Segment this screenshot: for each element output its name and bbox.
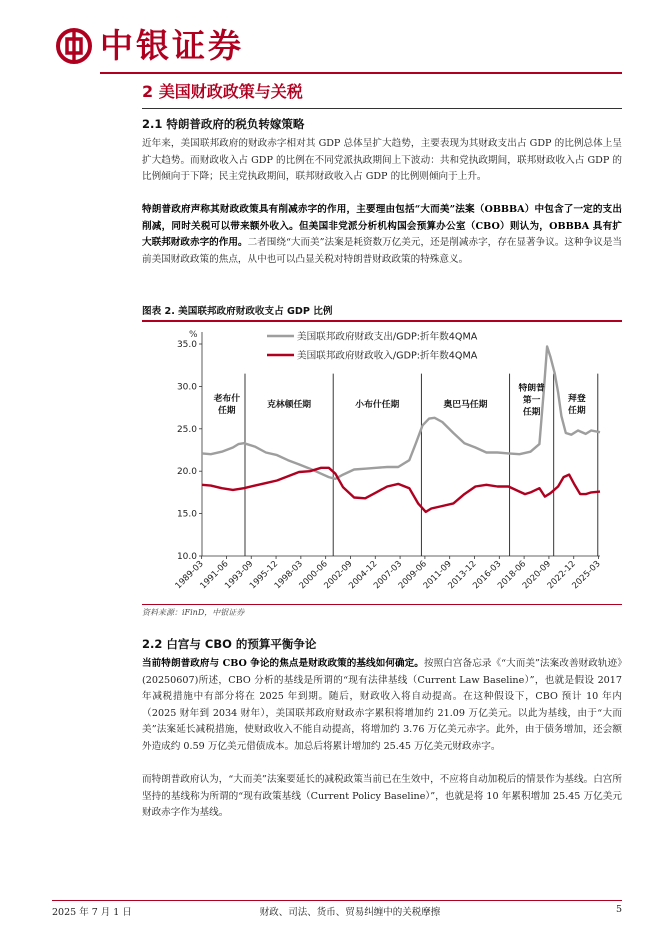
section-title-divider (142, 108, 622, 109)
term-label: 拜登 (568, 393, 586, 404)
page-number: 5 (615, 904, 622, 915)
x-tick-label: 2009-06 (396, 559, 430, 592)
x-tick-label: 1995-12 (247, 559, 281, 592)
x-tick-label: 2025-03 (570, 559, 603, 592)
paragraph-2-1-2-bold: 特朗普政府声称其财政政策具有削减赤字的作用，主要理由包括“大而美”法案（OBBBA）中包含了一定的支出削减，同时关税可以带来额外收入。但美国非党派分析机构国会预算办公室（CBO）则认为，OBBBA 具有扩大联邦财政赤字的作用。 (142, 204, 622, 249)
x-tick-label: 2002-09 (322, 559, 355, 592)
y-tick-label: 15.0 (176, 509, 197, 520)
footer-date: 2025 年 7 月 1 日 (52, 907, 132, 918)
y-tick-label: 30.0 (176, 382, 197, 393)
x-tick-label: 2000-06 (297, 559, 330, 592)
term-label: 任期 (568, 405, 586, 416)
paragraph-2-1-2 (142, 202, 622, 268)
x-tick-label: 2007-03 (372, 559, 405, 592)
x-tick-label: 1993-09 (223, 559, 256, 592)
term-label: 任期 (218, 405, 236, 416)
section-title: 2 美国财政政策与关税 (142, 82, 303, 101)
paragraph-2-2-2: 而特朗普政府认为，“大而美”法案要延长的减税政策当前已在生效中，不应将自动加税后的情景作为基线。白宫所坚持的基线称为所谓的“现有政策基线（Current Policy Baseline）”，也就是将 10 年累积增加 25.45 万亿美元财政赤字作为基线。 (142, 774, 622, 819)
term-label: 特朗普 (518, 383, 545, 394)
series-revenue-line (202, 468, 600, 512)
term-label: 克林顿任期 (267, 399, 312, 410)
brand-name: 中银证券 (100, 26, 244, 65)
y-tick-label: 10.0 (176, 552, 197, 562)
figure-bottom-rule (142, 604, 622, 605)
bank-logo-icon (56, 28, 92, 64)
paragraph-2-2-1-rest: 按照白宫备忘录《“大而美”法案改善财政轨迹》(20250607)所述，CBO 分析的基线是所谓的“现有法律基线（Current Law Baseline）”，也就是假设 2017 年减税措施中有部分将在 2025 年到期。随后，财政收入将自动提高。在这种假设下，CBO 预计 10 年内（2025 财年到 2034 财年），美国联邦政府财政赤字累积将增加约 21.09 万亿美元。以此为基线，由于“大而美”法案延长减税措施，使财政收入不能自动提高，将增加约 3.76 万亿美元赤字。此外，由于债务增加，还会额外造成约 0.59 万亿美元借债成本。加总后将累计增加约 25.45 万亿美元财政赤字。 (142, 658, 622, 752)
x-tick-label: 1998-03 (272, 559, 305, 592)
term-label: 小布什任期 (355, 399, 400, 410)
x-tick-label: 2022-12 (545, 559, 578, 592)
header-divider (100, 72, 622, 74)
footer-divider (52, 900, 622, 901)
x-tick-label: 1991-06 (198, 559, 231, 592)
y-tick-label: 35.0 (176, 340, 197, 350)
x-tick-label: 2020-09 (520, 559, 554, 592)
x-tick-label: 2016-03 (471, 559, 504, 592)
term-label: 老布什 (213, 393, 241, 404)
paragraph-2-1-2-rest: 二者围绕“大而美”法案是耗资数万亿美元，还是削减赤字，存在显著争议。这种争议是当前美国财政政策的焦点，从中也可以凸显关税对特朗普财政政策的特殊意义。 (142, 237, 623, 265)
subsection-heading-2-2: 2.2 白宫与 CBO 的预算平衡争论 (142, 637, 317, 651)
paragraph-2-1-1: 近年来，美国联邦政府的财政赤字相对其 GDP 总体呈扩大趋势，主要表现为其财政支出占 GDP 的比例总体上呈扩大趋势。而财政收入占 GDP 的比例在不同党派执政期间上下波动：共和党执政期间，联邦财政收入占 GDP 的比例倾向于下降；民主党执政期间，联邦财政收入占 GDP 的比例则倾向于上升。 (142, 138, 622, 183)
x-tick-label: 2011-09 (421, 559, 454, 592)
figure-title: 图表 2. 美国联邦政府财政收支占 GDP 比例 (142, 306, 333, 317)
y-axis-unit: % (189, 330, 198, 340)
y-tick-label: 20.0 (176, 467, 197, 478)
paragraph-2-2-1-bold: 当前特朗普政府与 CBO 争论的焦点是财政政策的基线如何确定。 (142, 658, 424, 669)
y-tick-label: 25.0 (176, 424, 197, 435)
term-label: 奥巴马任期 (443, 399, 488, 410)
x-tick-label: 2013-12 (446, 559, 479, 592)
subsection-heading-2-1: 2.1 特朗普政府的税负转嫁策略 (142, 117, 305, 131)
footer-report-title: 财政、司法、货币、贸易纠缠中的关税摩擦 (259, 907, 441, 918)
x-tick-label: 2018-06 (496, 559, 529, 592)
legend-label-spending: 美国联邦政府财政支出/GDP:折年数4QMA (297, 331, 478, 343)
term-label: 任期 (522, 407, 541, 418)
legend-label-revenue: 美国联邦政府财政收入/GDP:折年数4QMA (297, 350, 478, 362)
term-label: 第一 (522, 395, 541, 406)
x-tick-label: 2004-12 (347, 559, 380, 592)
fiscal-chart (142, 322, 622, 604)
figure-source: 资料来源：iFinD，中银证券 (142, 608, 245, 617)
x-tick-label: 1989-03 (173, 559, 206, 592)
paragraph-2-2-1 (142, 656, 622, 756)
